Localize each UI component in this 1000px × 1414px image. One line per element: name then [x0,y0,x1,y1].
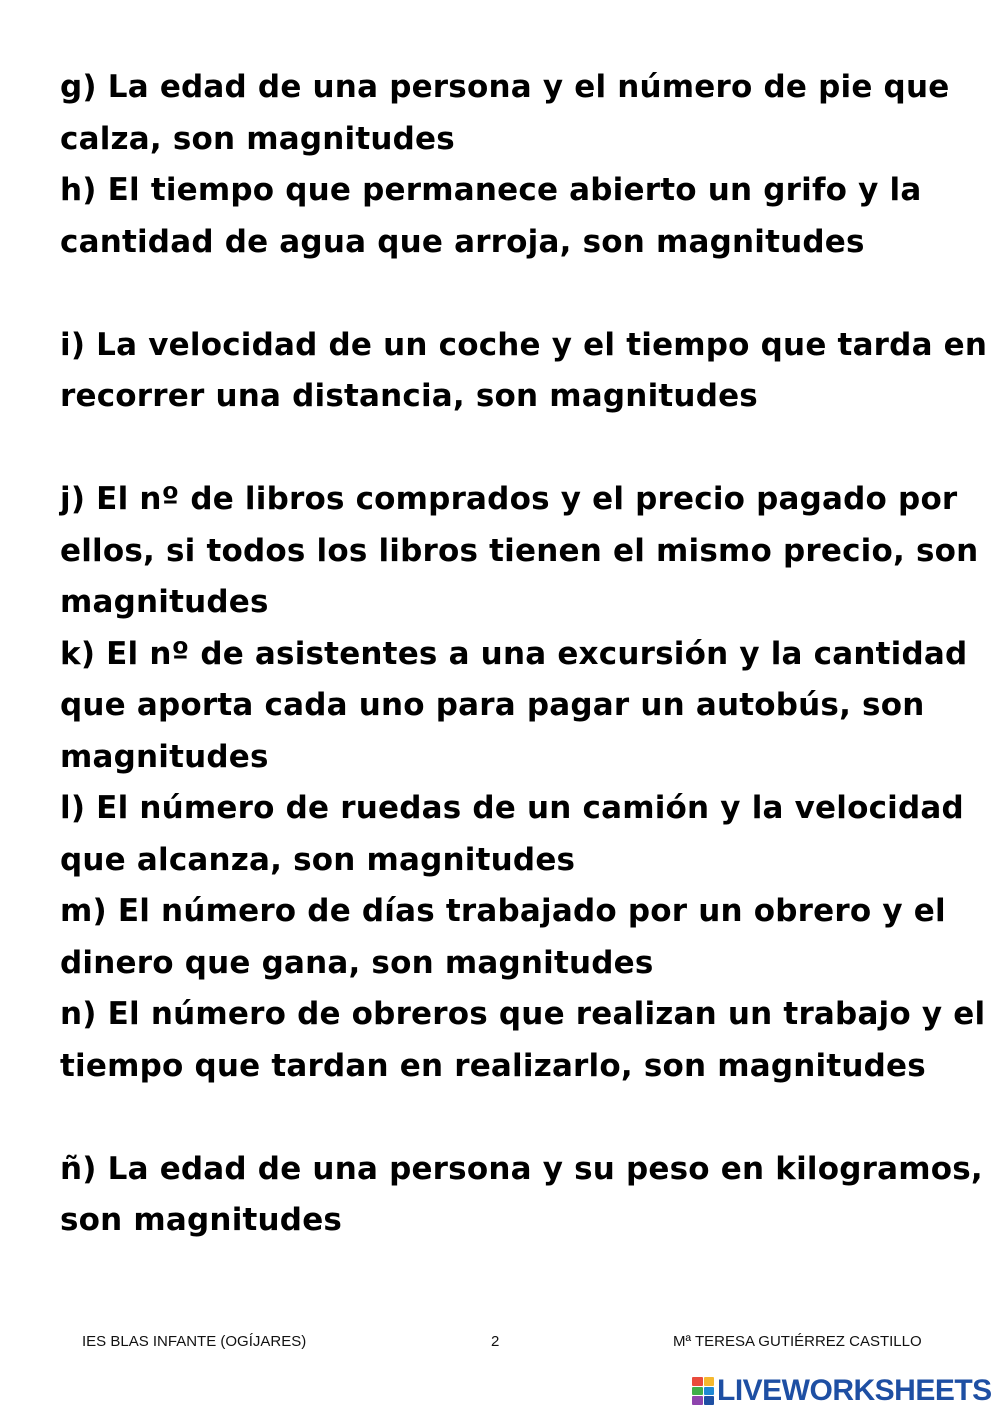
exercise-line: magnitudes [60,738,269,775]
exercise-line: tiempo que tardan en realizarlo, son magnitudes [60,1047,926,1084]
blank-line [60,1092,960,1144]
exercise-line: que alcanza, son magnitudes [60,841,576,878]
exercise-line: m) El número de días trabajado por un obrero y el [60,893,946,929]
exercise-line: calza, son magnitudes [60,120,455,157]
exercise-item-k [60,629,968,784]
exercise-line: cantidad de agua que arroja, son magnitudes [60,223,865,260]
exercise-item-h [60,165,960,268]
exercise-line: que aporta cada uno para pagar un autobús, son [60,687,925,723]
exercise-line: recorrer una distancia, son magnitudes [60,378,758,414]
exercise-line: j) El nº de libros comprados y el precio pagado por [60,481,958,517]
exercise-item-m [60,886,960,989]
liveworksheets-logo-icon [692,1377,714,1405]
exercise-item-i [60,320,988,423]
exercise-line: n) El número de obreros que realizan un trabajo y el [60,996,986,1032]
exercise-line: g) La edad de una persona y el número de pie que [60,69,950,105]
blank-line [60,268,960,320]
exercise-item-n [60,989,986,1092]
exercise-line: dinero que gana, son magnitudes [60,944,654,981]
exercise-line: son magnitudes [60,1202,343,1238]
footer-page-number: 2 [491,1333,500,1350]
liveworksheets-watermark[interactable] [692,1374,992,1408]
watermark-text: LIVEWORKSHEETS [717,1374,992,1407]
blank-line [60,423,960,475]
exercise-item-j [60,474,979,629]
exercise-line: h) El tiempo que permanece abierto un grifo y la [60,172,922,208]
exercise-item-enye [60,1144,983,1247]
footer-author: Mª TERESA GUTIÉRREZ CASTILLO [673,1333,922,1350]
exercise-line: ñ) La edad de una persona y su peso en kilogramos, [60,1150,983,1187]
footer-school: IES BLAS INFANTE (OGÍJARES) [82,1333,307,1350]
exercise-line: i) La velocidad de un coche y el tiempo que tarda en [60,326,988,363]
exercise-item-l [60,783,964,886]
exercise-item-g [60,62,960,165]
exercise-line: ellos, si todos los libros tienen el mismo precio, son [60,532,979,569]
exercise-list [60,62,988,1247]
exercise-line: l) El número de ruedas de un camión y la velocidad [60,790,964,826]
exercise-line: magnitudes [60,584,269,620]
exercise-line: k) El nº de asistentes a una excursión y la cantidad [60,635,968,672]
